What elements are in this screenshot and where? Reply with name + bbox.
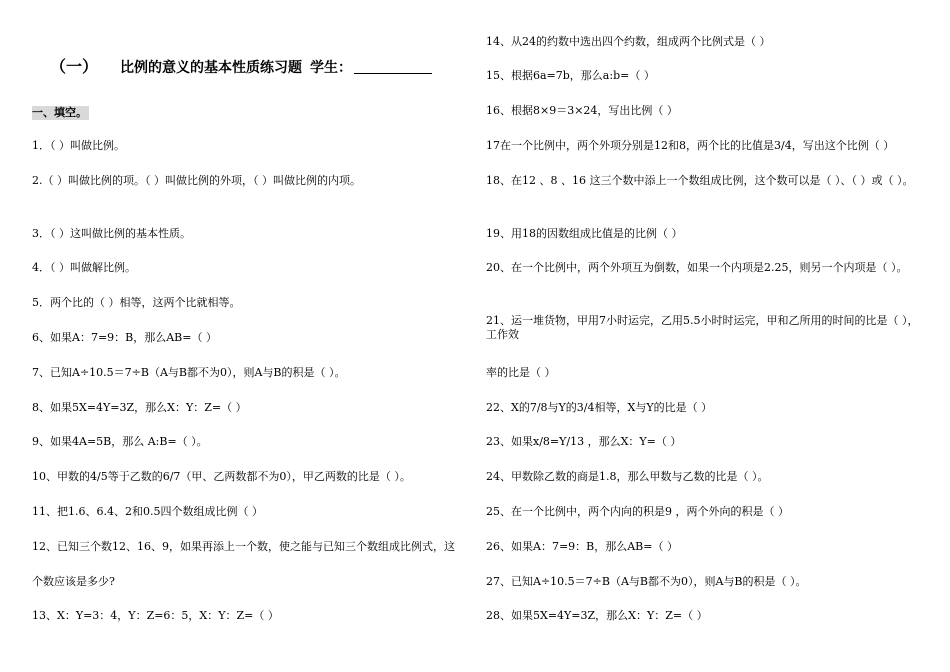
question-20: 20、在一个比例中，两个外项互为倒数，如果一个内项是2.25，则另一个内项是（ ）。 [486, 261, 908, 274]
question-14: 14、从24的约数中选出四个约数，组成两个比例式是（ ） [486, 35, 771, 48]
question-28: 28、如果5X=4Y=3Z，那么X：Y：Z=（ ） [486, 609, 708, 622]
question-3: 3．（ ）这叫做比例的基本性质。 [32, 227, 191, 240]
question-5: 5．两个比的（ ）相等，这两个比就相等。 [32, 296, 241, 309]
question-11: 11、把1.6、6.4、2和0.5四个数组成比例（ ） [32, 505, 263, 518]
student-label: 学生： [310, 60, 353, 76]
question-18: 18、在12 、8 、16 这三个数中添上一个数组成比例，这个数可以是（ ）、（ ）或（ ）。 [486, 174, 914, 187]
question-19: 19、用18的因数组成比值是的比例（ ） [486, 227, 683, 240]
question-22: 22、X的7/8与Y的3/4相等，X与Y的比是（ ） [486, 401, 713, 414]
question-23: 23、如果x/8=Y/13 ，那么X：Y=（ ） [486, 435, 682, 448]
left-column [32, 0, 472, 672]
question-6: 6、如果A：7=9：B，那么AB=（ ） [32, 331, 217, 344]
question-10: 10、甲数的4/5等于乙数的6/7（甲、乙两数都不为0），甲乙两数的比是（ ）。 [32, 470, 411, 483]
worksheet-title [32, 58, 472, 77]
question-9: 9、如果4A=5B，那么 A:B=（ ）。 [32, 435, 208, 448]
question-4: 4．（ ）叫做解比例。 [32, 261, 136, 274]
question-25: 25、在一个比例中，两个内向的积是9 ，两个外向的积是（ ） [486, 505, 789, 518]
question-13: 13、X：Y=3：4，Y：Z=6：5，X：Y：Z=（ ） [32, 609, 279, 622]
question-8: 8、如果5X=4Y=3Z，那么X：Y：Z=（ ） [32, 401, 247, 414]
question-17: 17在一个比例中，两个外项分别是12和8，两个比的比值是3/4，写出这个比例（ ） [486, 139, 895, 152]
question-15: 15、根据6a=7b，那么a:b=（ ） [486, 69, 655, 82]
right-column [486, 0, 922, 672]
question-21-line-1: 21、运一堆货物，甲用7小时运完，乙用5.5小时时运完，甲和乙所用的时间的比是（ ），工作效 [486, 314, 919, 341]
question-27: 27、已知A÷10.5＝7÷B（A与B都不为0），则A与B的积是（ ）。 [486, 575, 807, 588]
question-21-line-2: 率的比是（ ） [486, 366, 556, 379]
question-26: 26、如果A：7=9：B，那么AB=（ ） [486, 540, 678, 553]
question-24: 24、甲数除乙数的商是1.8，那么甲数与乙数的比是（ ）。 [486, 470, 769, 483]
title-text: 比例的意义的基本性质练习题 [120, 60, 303, 76]
title-number: （一） [50, 57, 99, 76]
question-12-line-1: 12、已知三个数12、16、9，如果再添上一个数，使之能与已知三个数组成比例式，这 [32, 540, 455, 553]
question-7: 7、已知A÷10.5＝7÷B（A与B都不为0），则A与B的积是（ ）。 [32, 366, 346, 379]
question-16: 16、根据8×9＝3×24，写出比例（ ） [486, 104, 678, 117]
section-heading: 一、填空。 [32, 106, 87, 119]
question-1: 1．（ ）叫做比例。 [32, 139, 125, 152]
question-12-line-2: 个数应该是多少? [32, 575, 115, 588]
student-name-blank[interactable] [354, 61, 432, 74]
question-2: 2.（ ）叫做比例的项。（ ）叫做比例的外项，（ ）叫做比例的内项。 [32, 174, 361, 187]
